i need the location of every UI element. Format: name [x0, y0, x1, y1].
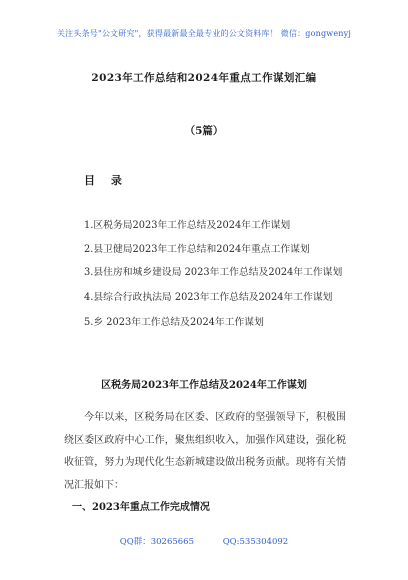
- qq-contact-number: QQ:535304092: [222, 537, 289, 547]
- section-paragraph: 今年以来，区税务局在区委、区政府的坚强领导下，积极围绕区委区政府中心工作，聚焦组织收入，加强作风建设，强化税收征管，努力为现代化生态新城建设做出税务贡献。现将有关情况汇报如下：: [64, 412, 346, 491]
- toc-heading: 目 录: [84, 174, 128, 187]
- contact-footer: [0, 535, 408, 547]
- document-count: （5篇）: [184, 125, 224, 137]
- toc-item-5[interactable]: 5.乡 2023年工作总结及2024年工作谋划: [84, 317, 264, 328]
- toc-item-4[interactable]: 4.县综合行政执法局 2023年工作总结及2024年工作谋划: [84, 291, 333, 303]
- toc-item-2[interactable]: 2.县卫健局2023年工作总结和2024年重点工作谋划: [84, 244, 310, 255]
- qq-group-number: QQ群：30265665: [119, 537, 194, 547]
- toc-item-3[interactable]: 3.县住房和城乡建设局 2023年工作总结及2024年工作谋划: [84, 267, 343, 278]
- section-title: 区税务局2023年工作总结及2024年工作谋划: [101, 380, 307, 391]
- promo-banner: 关注头条号"公文研究"，获得最新最全最专业的公文资料库！ 微信：gongwenyj: [56, 29, 352, 38]
- toc-item-1[interactable]: 1.区税务局2023年工作总结及2024年工作谋划: [84, 220, 291, 231]
- section-subheading: 一、2023年重点工作完成情况: [72, 502, 210, 513]
- document-title: 2023年工作总结和2024年重点工作谋划汇编: [91, 72, 317, 84]
- table-of-contents: [84, 214, 354, 335]
